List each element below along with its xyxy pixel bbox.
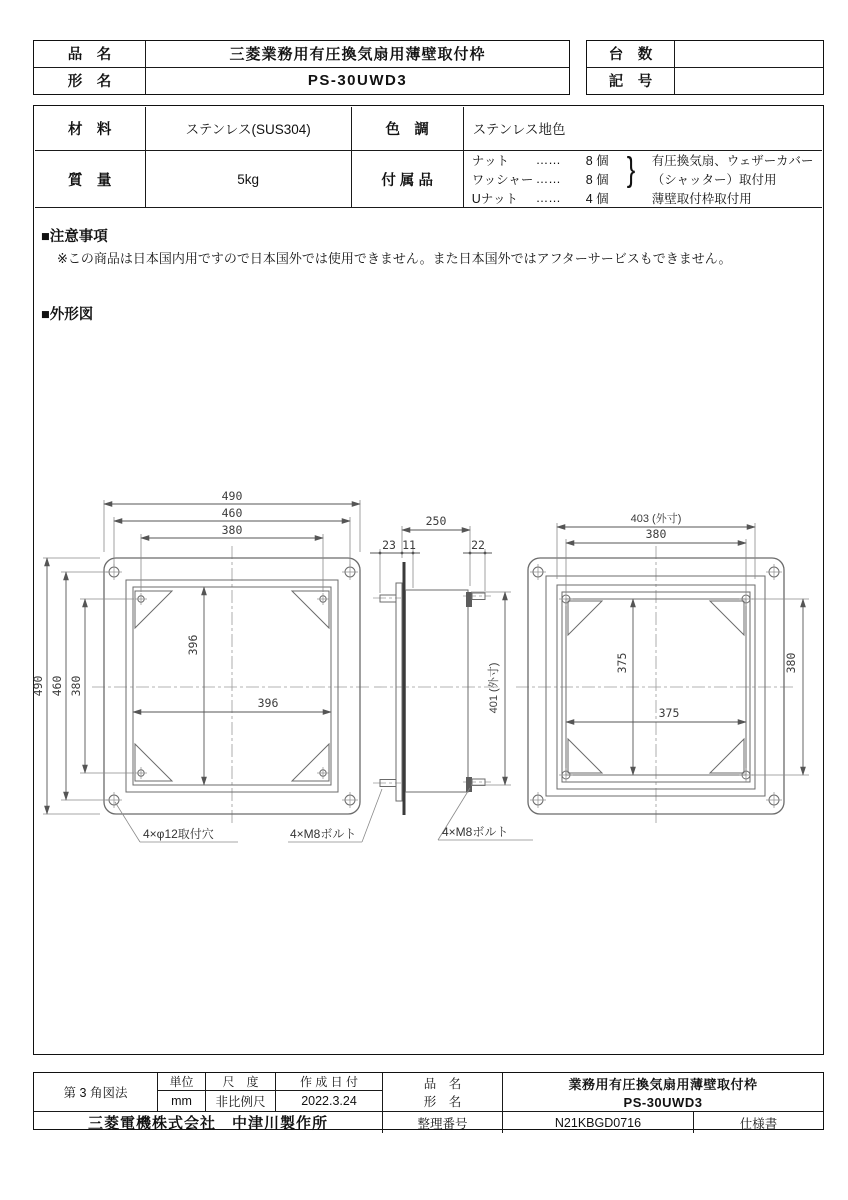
front-dim-bolt-height: 380 [69, 675, 83, 697]
footer-name-values [503, 1073, 823, 1111]
front-dim-outer-height: 490 [31, 675, 45, 697]
outline-drawing [0, 330, 848, 1060]
accessory-name: ワッシャー [471, 173, 534, 188]
accessory-qty: 4 個 [585, 192, 609, 207]
header-qty-table [586, 40, 824, 95]
accessory-note-2: （シャッター）取付用 [651, 173, 777, 188]
side-dim-plate: 11 [402, 538, 416, 552]
company-name: 三菱電機株式会社 中津川製作所 [34, 1111, 383, 1133]
accessory-dots: …… [535, 172, 561, 187]
side-bolt-label-right: 4×M8ボルト [442, 825, 509, 839]
accessory-dots: …… [535, 191, 561, 206]
footer-model-label: 形 名 [423, 1095, 462, 1110]
ref-number-label: 整理番号 [383, 1111, 503, 1133]
front-dim-opening-width: 396 [257, 696, 279, 710]
rear-dim-bolt-height: 380 [784, 652, 798, 674]
dimension-lines [47, 504, 803, 814]
footer-model-name: PS-30UWD3 [623, 1094, 703, 1110]
footer-product-label: 品 名 [423, 1076, 462, 1091]
accessory-name: ナット [471, 154, 509, 169]
accessory-brace: } [626, 150, 635, 189]
symbol-value [675, 68, 823, 95]
date-value: 2022.3.24 [276, 1091, 383, 1111]
front-dim-opening-height: 396 [186, 634, 200, 656]
spec-table [35, 107, 823, 208]
model-name-label: 形 名 [34, 68, 146, 95]
product-name-value: 三菱業務用有圧換気扇用薄壁取付枠 [146, 41, 569, 68]
rear-dim-bolt-width: 380 [645, 527, 667, 541]
rear-dim-opening-height: 375 [615, 652, 629, 674]
accessories-cell [464, 151, 823, 208]
doc-type: 仕様書 [694, 1111, 823, 1133]
accessories-label: 付 属 品 [352, 151, 464, 208]
material-value: ステンレス(SUS304) [146, 107, 352, 151]
material-label: 材 料 [35, 107, 146, 151]
side-dim-bolt-projection: 22 [471, 538, 485, 552]
color-label: 色 調 [352, 107, 464, 151]
scale-value: 非比例尺 [206, 1091, 276, 1111]
front-dim-hole-width: 460 [221, 506, 243, 520]
mass-value: 5kg [146, 151, 352, 208]
accessory-name: Uナット [471, 192, 518, 207]
units-label: 台 数 [587, 41, 675, 68]
side-dim-height: 401 (外寸) [488, 662, 500, 714]
rear-dim-outer-width: 403 (外寸) [630, 513, 682, 525]
scale-label: 尺 度 [206, 1073, 276, 1091]
accessory-qty: 8 個 [585, 154, 609, 169]
accessory-dots: …… [535, 153, 561, 168]
accessory-qty: 8 個 [585, 173, 609, 188]
footer-name-labels [383, 1073, 503, 1111]
side-bolt-label-left: 4×M8ボルト [290, 827, 357, 841]
date-label: 作 成 日 付 [276, 1073, 383, 1091]
centerlines [92, 546, 795, 826]
side-dim-front-offset: 23 [382, 538, 396, 552]
rear-dim-opening-width: 375 [658, 706, 680, 720]
unit-label: 単位 [158, 1073, 206, 1091]
side-view [380, 562, 485, 815]
caution-body: ※この商品は日本国内用ですので日本国外では使用できません。また日本国外ではアフターサービスもできません。 [57, 251, 732, 266]
accessory-note-3: 薄壁取付枠取付用 [651, 192, 752, 207]
caution-heading: ■注意事項 [41, 229, 108, 245]
product-name-label: 品 名 [34, 41, 146, 68]
front-dim-outer-width: 490 [221, 489, 243, 503]
front-mount-hole-label: 4×φ12取付穴 [143, 827, 214, 841]
mass-label: 質 量 [35, 151, 146, 208]
projection-method: 第 3 角図法 [34, 1073, 158, 1111]
header-name-table [33, 40, 570, 95]
accessory-note-1: 有圧換気扇、ウェザーカバー [651, 154, 814, 169]
title-block [33, 1072, 824, 1130]
front-dim-bolt-width: 380 [221, 523, 243, 537]
ref-number-value: N21KBGD0716 [503, 1111, 694, 1133]
unit-value: mm [158, 1091, 206, 1111]
units-value [675, 41, 823, 68]
side-dim-depth: 250 [425, 514, 447, 528]
front-dim-hole-height: 460 [50, 675, 64, 697]
symbol-label: 記 号 [587, 68, 675, 95]
model-name-value: PS-30UWD3 [307, 72, 408, 90]
color-value: ステンレス地色 [464, 107, 823, 151]
drawing-heading: ■外形図 [41, 307, 94, 323]
footer-product-name: 業務用有圧換気扇用薄壁取付枠 [568, 1077, 758, 1093]
